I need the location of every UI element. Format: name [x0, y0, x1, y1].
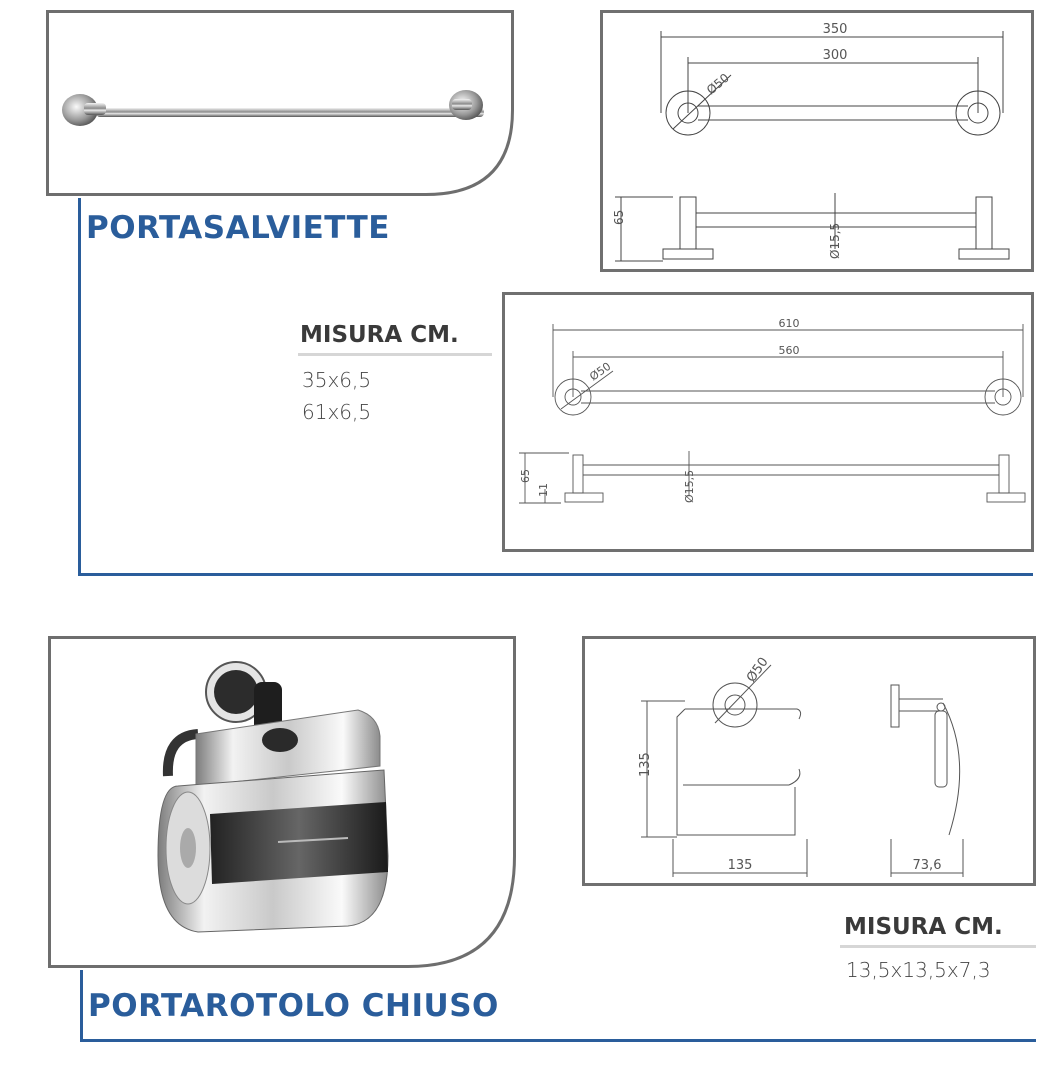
misura-heading: MISURA CM.: [300, 322, 459, 348]
section-title: PORTAROTOLO CHIUSO: [88, 988, 499, 1024]
roll-holder-photo: [48, 636, 518, 968]
size-value: 61x6,5: [302, 400, 372, 424]
section-title: PORTASALVIETTE: [86, 210, 390, 246]
misura-underline: [840, 945, 1036, 948]
misura-heading: MISURA CM.: [844, 914, 1003, 940]
size-value: 13,5x13,5x7,3: [846, 958, 991, 982]
technical-drawing-roll-holder: [582, 636, 1036, 886]
section-accent-horizontal: [78, 573, 1033, 576]
size-value: 35x6,5: [302, 368, 372, 392]
dim-height: 65: [519, 469, 532, 483]
dim-diameter: Ø50: [743, 654, 772, 686]
technical-drawing-large: [502, 292, 1034, 552]
section-accent-vertical: [80, 970, 83, 1042]
dim-total: 350: [822, 22, 848, 37]
dim-height: 65: [612, 209, 626, 225]
towel-bar-photo: [46, 10, 514, 196]
dim-diameter: Ø50: [703, 70, 732, 98]
dim-bar: Ø15,5: [828, 222, 842, 259]
dim-diameter: Ø50: [587, 359, 614, 384]
dim-height: 135: [638, 752, 653, 777]
section-accent-horizontal: [80, 1039, 1036, 1042]
dim-depth: 73,6: [912, 858, 942, 873]
dim-total: 610: [778, 317, 800, 330]
dim-base: 11: [537, 483, 550, 497]
misura-underline: [298, 353, 492, 356]
section-accent-vertical: [78, 198, 81, 576]
dim-width: 135: [727, 858, 753, 873]
dim-inner: 560: [778, 344, 800, 357]
dim-inner: 300: [822, 48, 848, 63]
dim-bar: Ø15,5: [683, 469, 696, 503]
technical-drawing-small: [600, 10, 1034, 272]
